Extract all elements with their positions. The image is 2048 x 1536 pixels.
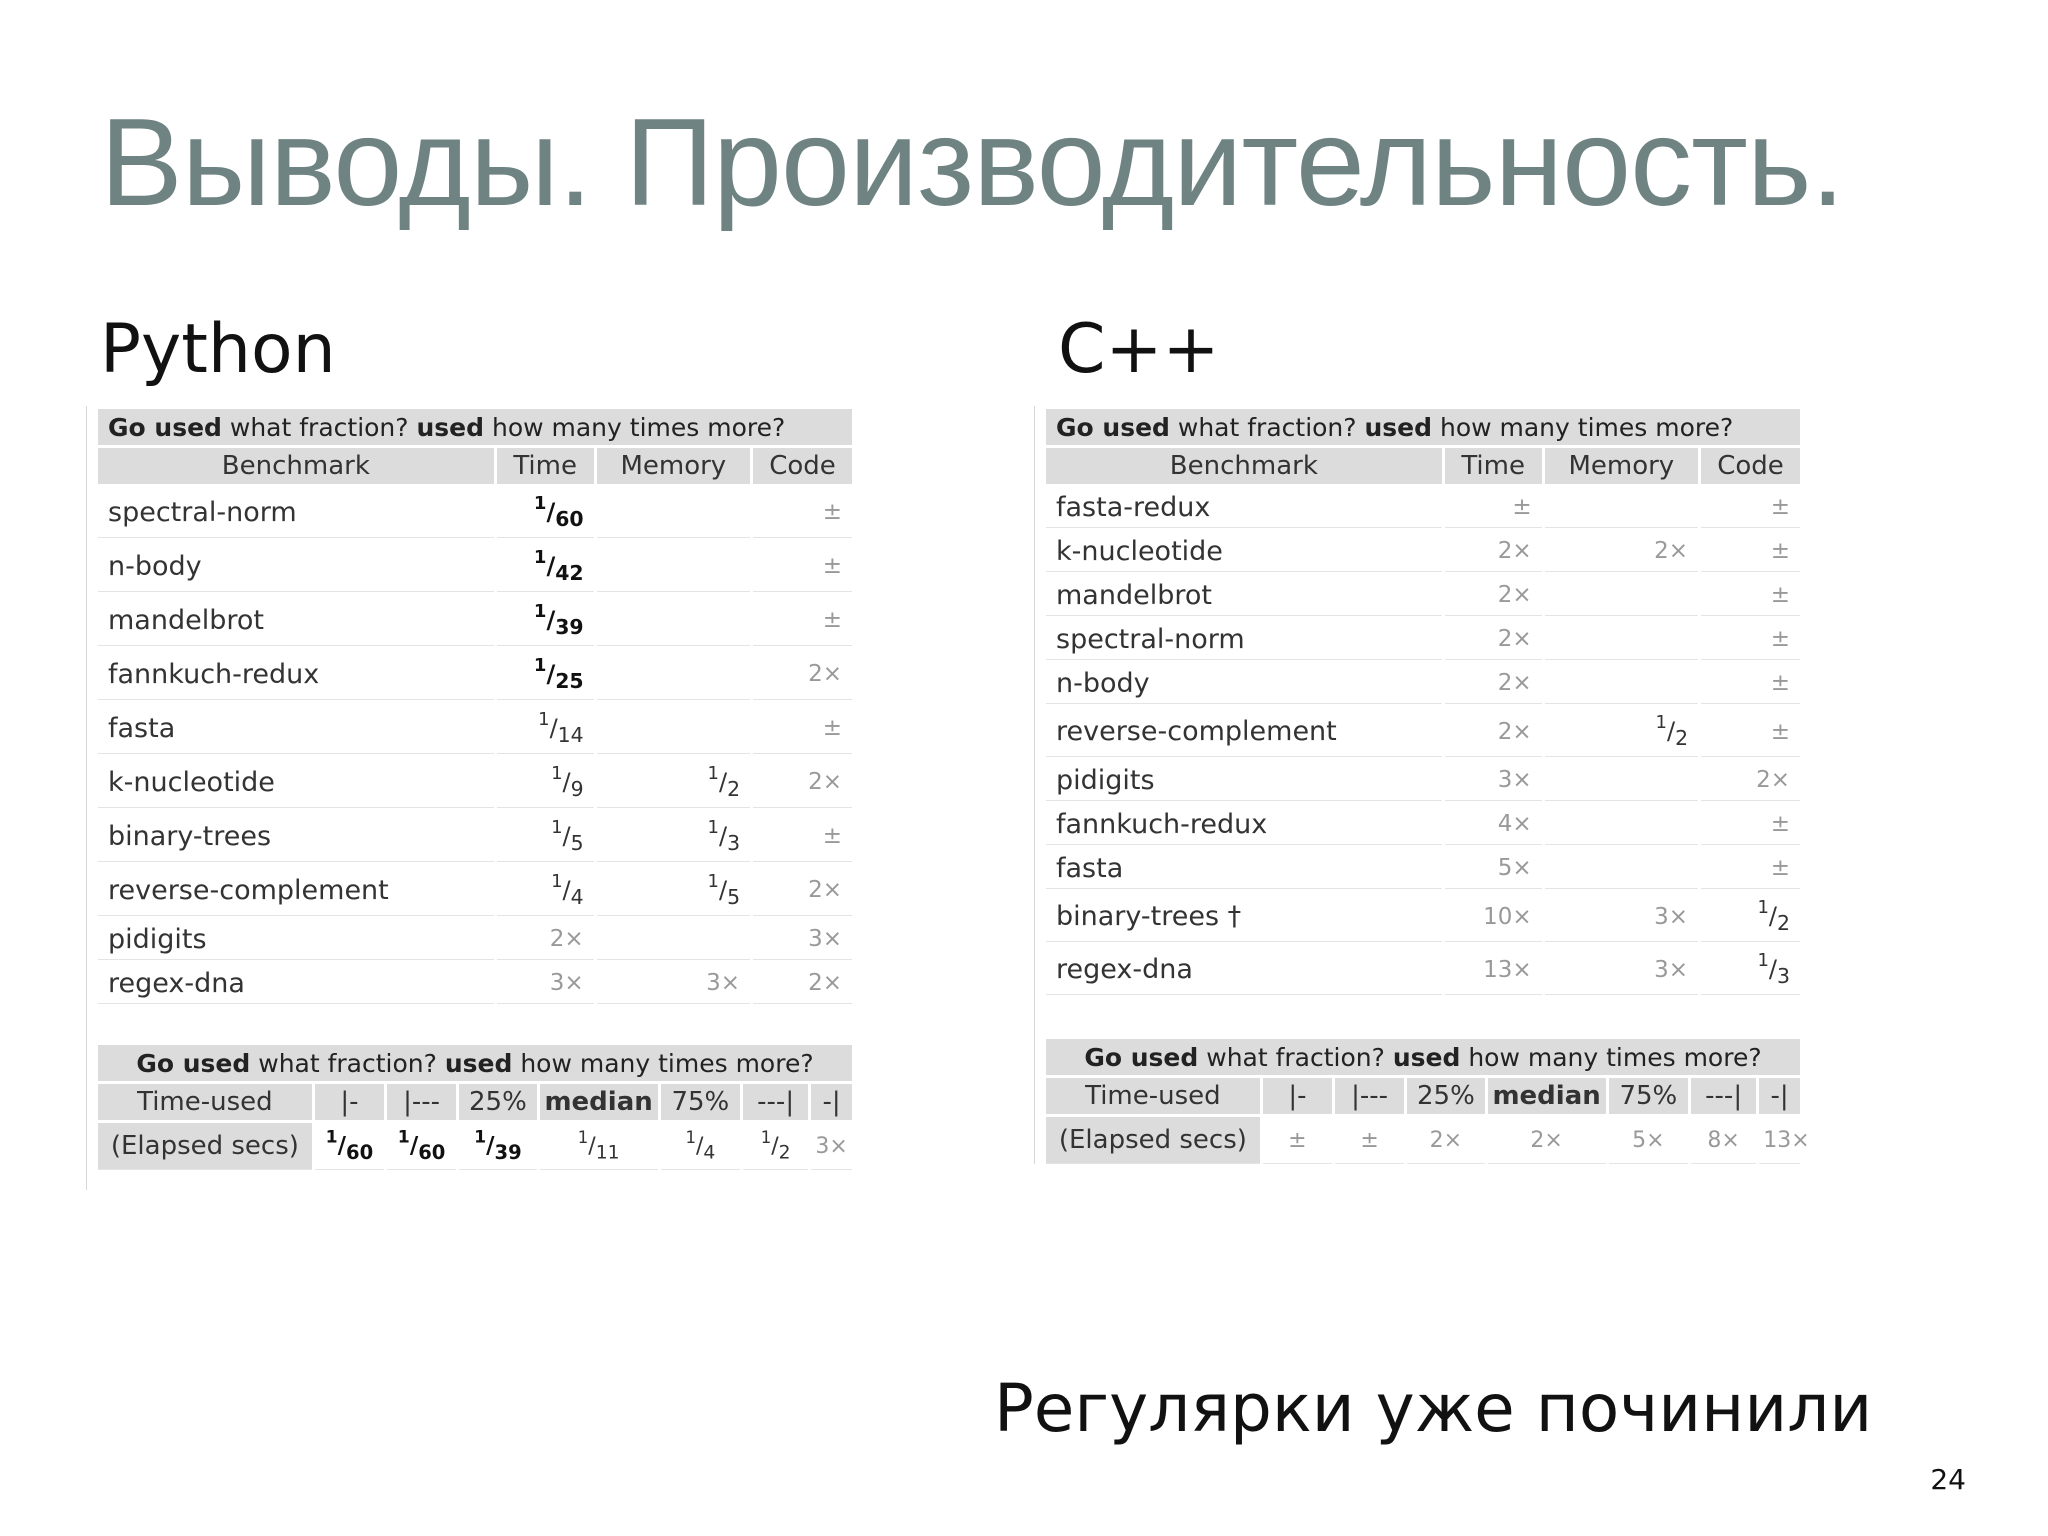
code-cell: ±: [753, 811, 852, 862]
cpp-quartile-header: |---: [1335, 1078, 1404, 1114]
cpp-quartile-value: 2×: [1407, 1117, 1484, 1164]
cpp-quartile-value: ±: [1263, 1117, 1332, 1164]
cpp-col-header-code[interactable]: Code: [1701, 448, 1800, 484]
code-cell: 2×: [1701, 760, 1800, 801]
time-cell: 10×: [1445, 892, 1542, 942]
python-benchmark-table: [95, 406, 855, 1007]
cpp-benchmark-panel: [1034, 406, 1811, 1164]
python-col-header-benchmark[interactable]: Benchmark: [98, 448, 494, 484]
python-quartile-header: 25%: [459, 1084, 536, 1120]
table-row: [98, 865, 852, 916]
cpp-quartile-header: 25%: [1407, 1078, 1484, 1114]
memory-cell: [597, 703, 750, 754]
table-row: [1046, 575, 1800, 616]
cpp-quartile-header: ---|: [1691, 1078, 1756, 1114]
page-number: 24: [1930, 1463, 1966, 1496]
benchmark-name[interactable]: mandelbrot: [1046, 575, 1442, 616]
code-cell: 3×: [753, 919, 852, 960]
memory-cell: [597, 649, 750, 700]
python-col-header-time[interactable]: Time: [497, 448, 594, 484]
cpp-quartile-row-label: (Elapsed secs): [1046, 1117, 1260, 1164]
time-cell: 2×: [1445, 619, 1542, 660]
benchmark-name[interactable]: regex-dna: [98, 963, 494, 1004]
time-cell: 3×: [497, 963, 594, 1004]
table-row: [1046, 707, 1800, 757]
code-cell: 2×: [753, 649, 852, 700]
python-col-header-code[interactable]: Code: [753, 448, 852, 484]
footer-note: Регулярки уже починили: [994, 1370, 1873, 1447]
time-cell: $^1/_4$: [497, 865, 594, 916]
cpp-col-header-benchmark[interactable]: Benchmark: [1046, 448, 1442, 484]
cpp-heading: C++: [1058, 310, 1220, 389]
cpp-quartile-caption: Go used what fraction? used how many times more?: [1046, 1039, 1800, 1075]
time-cell: $^1/_{39}$: [497, 595, 594, 646]
code-cell: ±: [753, 703, 852, 754]
code-cell: ±: [1701, 663, 1800, 704]
table-row: [98, 649, 852, 700]
python-quartile-header: |---: [387, 1084, 456, 1120]
benchmark-name[interactable]: fasta: [1046, 848, 1442, 889]
slide-title: Выводы. Производительность.: [100, 94, 1844, 232]
python-quartile-header: |-: [315, 1084, 384, 1120]
python-quartile-value: $^1/_4$: [661, 1123, 740, 1170]
cpp-quartile-value: 13×: [1759, 1117, 1800, 1164]
time-cell: $^1/_9$: [497, 757, 594, 808]
python-quartile-table: [95, 1042, 855, 1173]
benchmark-name[interactable]: fannkuch-redux: [1046, 804, 1442, 845]
table-row: [98, 487, 852, 538]
table-row: [1046, 892, 1800, 942]
cpp-col-header-memory[interactable]: Memory: [1545, 448, 1698, 484]
memory-cell: 3×: [1545, 892, 1698, 942]
benchmark-name[interactable]: pidigits: [98, 919, 494, 960]
memory-cell: [1545, 575, 1698, 616]
cpp-quartile-value: 5×: [1609, 1117, 1688, 1164]
cpp-quartile-header: Time-used: [1046, 1078, 1260, 1114]
code-cell: ±: [753, 541, 852, 592]
benchmark-name[interactable]: mandelbrot: [98, 595, 494, 646]
memory-cell: [1545, 804, 1698, 845]
time-cell: 2×: [497, 919, 594, 960]
memory-cell: [1545, 619, 1698, 660]
benchmark-name[interactable]: k-nucleotide: [98, 757, 494, 808]
cpp-benchmark-table: [1043, 406, 1803, 998]
memory-cell: $^1/_5$: [597, 865, 750, 916]
code-cell: $^1/_2$: [1701, 892, 1800, 942]
table-row: [98, 595, 852, 646]
python-quartile-header: -|: [811, 1084, 852, 1120]
code-cell: $^1/_3$: [1701, 945, 1800, 995]
table-row: [1046, 945, 1800, 995]
cpp-quartile-value: 2×: [1488, 1117, 1606, 1164]
table-row: [1046, 848, 1800, 889]
code-cell: ±: [1701, 804, 1800, 845]
memory-cell: [1545, 663, 1698, 704]
python-quartile-value: $^1/_{39}$: [459, 1123, 536, 1170]
python-quartile-row-label: (Elapsed secs): [98, 1123, 312, 1170]
time-cell: $^1/_5$: [497, 811, 594, 862]
python-col-header-memory[interactable]: Memory: [597, 448, 750, 484]
benchmark-name[interactable]: pidigits: [1046, 760, 1442, 801]
benchmark-name[interactable]: reverse-complement: [98, 865, 494, 916]
code-cell: 2×: [753, 865, 852, 916]
code-cell: ±: [1701, 707, 1800, 757]
memory-cell: 3×: [1545, 945, 1698, 995]
python-heading: Python: [100, 310, 336, 389]
table-row: [1046, 487, 1800, 528]
code-cell: ±: [1701, 619, 1800, 660]
cpp-quartile-header: |-: [1263, 1078, 1332, 1114]
cpp-quartile-header: 75%: [1609, 1078, 1688, 1114]
time-cell: ±: [1445, 487, 1542, 528]
table-row: [98, 757, 852, 808]
code-cell: ±: [1701, 848, 1800, 889]
time-cell: 5×: [1445, 848, 1542, 889]
python-quartile-caption: Go used what fraction? used how many times more?: [98, 1045, 852, 1081]
time-cell: $^1/_{60}$: [497, 487, 594, 538]
benchmark-name[interactable]: spectral-norm: [1046, 619, 1442, 660]
python-quartile-value: $^1/_{11}$: [540, 1123, 658, 1170]
benchmark-name[interactable]: regex-dna: [1046, 945, 1442, 995]
time-cell: $^1/_{14}$: [497, 703, 594, 754]
code-cell: ±: [753, 595, 852, 646]
time-cell: 2×: [1445, 575, 1542, 616]
python-quartile-value: 3×: [811, 1123, 852, 1170]
time-cell: 2×: [1445, 531, 1542, 572]
table-row: [98, 703, 852, 754]
python-quartile-value: $^1/_{60}$: [315, 1123, 384, 1170]
memory-cell: [1545, 760, 1698, 801]
benchmark-name[interactable]: reverse-complement: [1046, 707, 1442, 757]
benchmark-name[interactable]: k-nucleotide: [1046, 531, 1442, 572]
code-cell: ±: [1701, 575, 1800, 616]
table-row: [98, 963, 852, 1004]
benchmark-name[interactable]: fasta-redux: [1046, 487, 1442, 528]
benchmark-name[interactable]: spectral-norm: [98, 487, 494, 538]
python-table-caption: Go used what fraction? used how many times more?: [98, 409, 852, 445]
cpp-quartile-table: [1043, 1036, 1810, 1167]
code-cell: ±: [753, 487, 852, 538]
cpp-table-caption: Go used what fraction? used how many times more?: [1046, 409, 1800, 445]
memory-cell: $^1/_2$: [597, 757, 750, 808]
table-row: [98, 811, 852, 862]
time-cell: $^1/_{25}$: [497, 649, 594, 700]
time-cell: 13×: [1445, 945, 1542, 995]
python-quartile-header: 75%: [661, 1084, 740, 1120]
memory-cell: $^1/_2$: [1545, 707, 1698, 757]
benchmark-name[interactable]: n-body: [1046, 663, 1442, 704]
cpp-quartile-value: 8×: [1691, 1117, 1756, 1164]
cpp-col-header-time[interactable]: Time: [1445, 448, 1542, 484]
benchmark-name[interactable]: fannkuch-redux: [98, 649, 494, 700]
memory-cell: 3×: [597, 963, 750, 1004]
cpp-quartile-header: -|: [1759, 1078, 1800, 1114]
memory-cell: 2×: [1545, 531, 1698, 572]
memory-cell: [597, 541, 750, 592]
time-cell: 2×: [1445, 663, 1542, 704]
time-cell: $^1/_{42}$: [497, 541, 594, 592]
python-quartile-header: Time-used: [98, 1084, 312, 1120]
code-cell: ±: [1701, 487, 1800, 528]
memory-cell: [597, 595, 750, 646]
code-cell: 2×: [753, 963, 852, 1004]
benchmark-name[interactable]: fasta: [98, 703, 494, 754]
benchmark-name[interactable]: binary-trees †: [1046, 892, 1442, 942]
python-benchmark-panel: [86, 406, 863, 1190]
table-row: [1046, 619, 1800, 660]
cpp-quartile-value: ±: [1335, 1117, 1404, 1164]
table-row: [98, 541, 852, 592]
code-cell: ±: [1701, 531, 1800, 572]
python-quartile-header: median: [540, 1084, 658, 1120]
python-quartile-header: ---|: [743, 1084, 808, 1120]
time-cell: 2×: [1445, 707, 1542, 757]
table-row: [1046, 760, 1800, 801]
time-cell: 3×: [1445, 760, 1542, 801]
python-quartile-value: $^1/_2$: [743, 1123, 808, 1170]
python-quartile-value: $^1/_{60}$: [387, 1123, 456, 1170]
table-row: [1046, 804, 1800, 845]
memory-cell: [1545, 487, 1698, 528]
benchmark-name[interactable]: binary-trees: [98, 811, 494, 862]
memory-cell: [597, 919, 750, 960]
table-row: [1046, 663, 1800, 704]
cpp-quartile-header: median: [1488, 1078, 1606, 1114]
memory-cell: [1545, 848, 1698, 889]
table-row: [98, 919, 852, 960]
memory-cell: [597, 487, 750, 538]
time-cell: 4×: [1445, 804, 1542, 845]
benchmark-name[interactable]: n-body: [98, 541, 494, 592]
memory-cell: $^1/_3$: [597, 811, 750, 862]
table-row: [1046, 531, 1800, 572]
code-cell: 2×: [753, 757, 852, 808]
